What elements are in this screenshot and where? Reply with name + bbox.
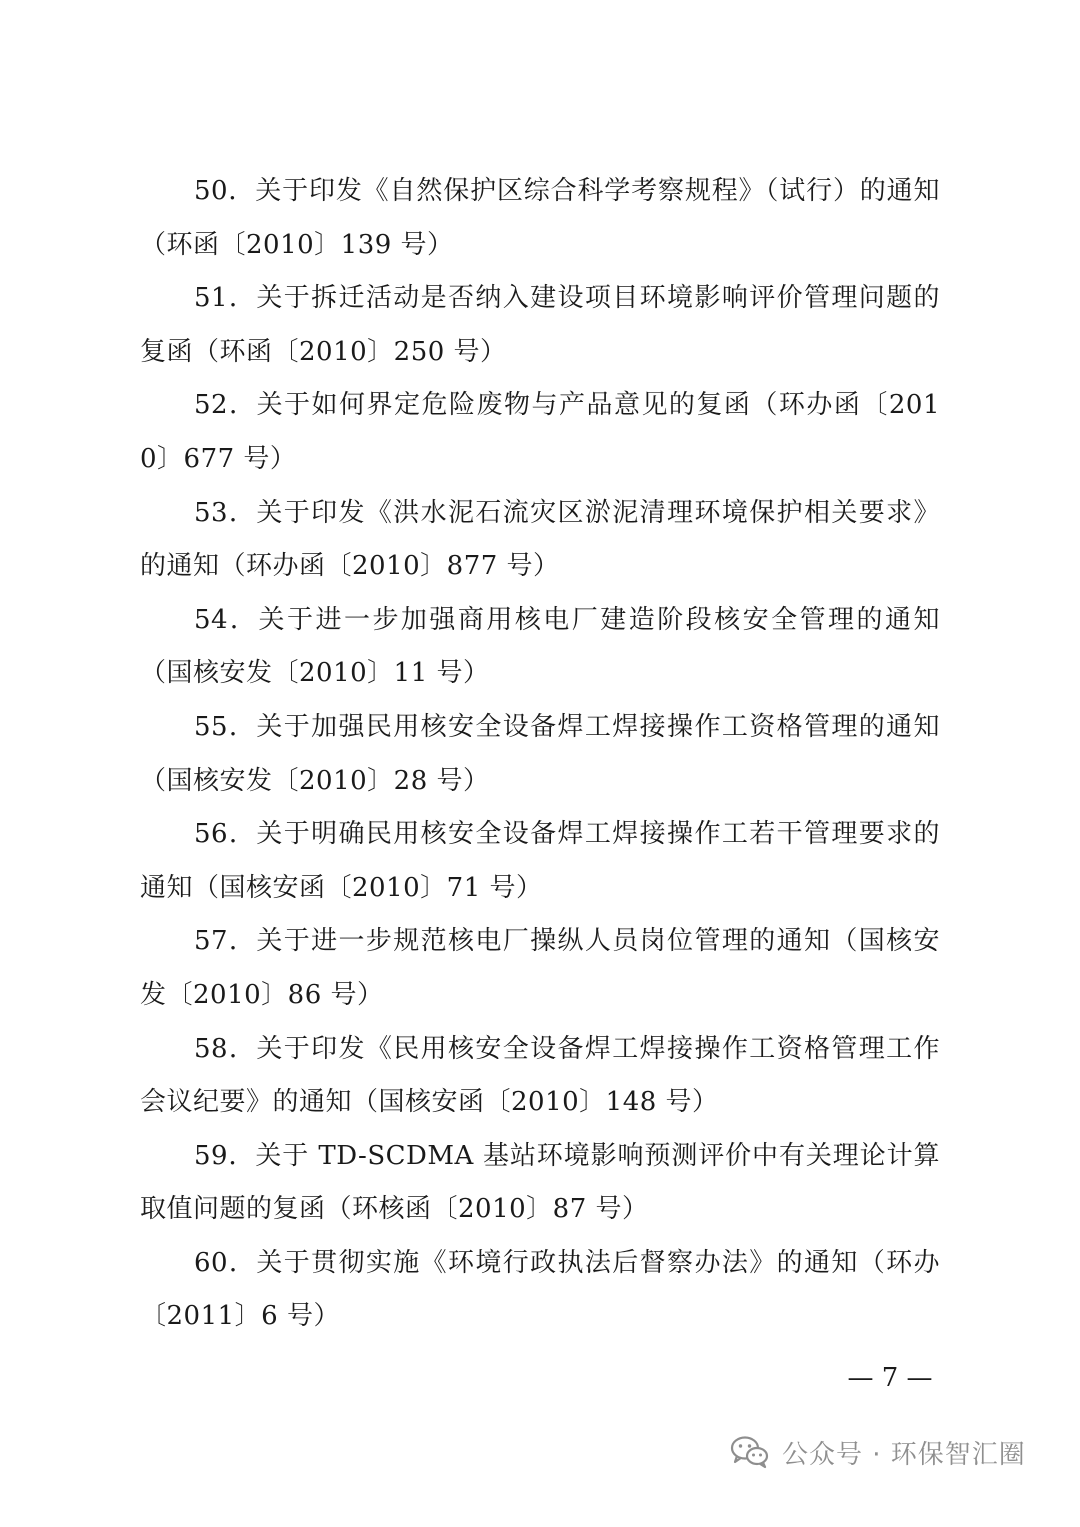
- wechat-icon: [730, 1435, 770, 1469]
- list-item: 52．关于如何界定危险废物与产品意见的复函（环办函〔2010〕677 号）: [140, 390, 940, 474]
- list-item: 50．关于印发《自然保护区综合科学考察规程》（试行）的通知（环函〔2010〕139 号）: [140, 176, 940, 260]
- list-item: 59．关于 TD-SCDMA 基站环境影响预测评价中有关理论计算取值问题的复函（环核函〔2010〕87 号）: [140, 1140, 940, 1225]
- list-item: 51．关于拆迁活动是否纳入建设项目环境影响评价管理问题的复函（环函〔2010〕250 号）: [140, 283, 940, 367]
- page-number: — 7 —: [847, 1363, 933, 1393]
- list-item: 60．关于贯彻实施《环境行政执法后督察办法》的通知（环办〔2011〕6 号）: [140, 1247, 940, 1332]
- list-item: 57．关于进一步规范核电厂操纵人员岗位管理的通知（国核安发〔2010〕86 号）: [140, 926, 940, 1010]
- list-item: 58．关于印发《民用核安全设备焊工焊接操作工资格管理工作会议纪要》的通知（国核安函〔2010〕148 号）: [140, 1033, 940, 1118]
- list-item: 54．关于进一步加强商用核电厂建造阶段核安全管理的通知（国核安发〔2010〕11 号）: [140, 604, 940, 689]
- wechat-watermark: [730, 1430, 1026, 1474]
- list-item: 53．关于印发《洪水泥石流灾区淤泥清理环境保护相关要求》的通知（环办函〔2010〕877 号）: [140, 497, 940, 582]
- document-list: [140, 165, 940, 1344]
- list-item: 56．关于明确民用核安全设备焊工焊接操作工若干管理要求的通知（国核安函〔2010〕71 号）: [140, 819, 940, 903]
- list-item: 55．关于加强民用核安全设备焊工焊接操作工资格管理的通知（国核安发〔2010〕28 号）: [140, 711, 940, 796]
- watermark-text: 公众号 · 环保智汇圈: [782, 1439, 1026, 1470]
